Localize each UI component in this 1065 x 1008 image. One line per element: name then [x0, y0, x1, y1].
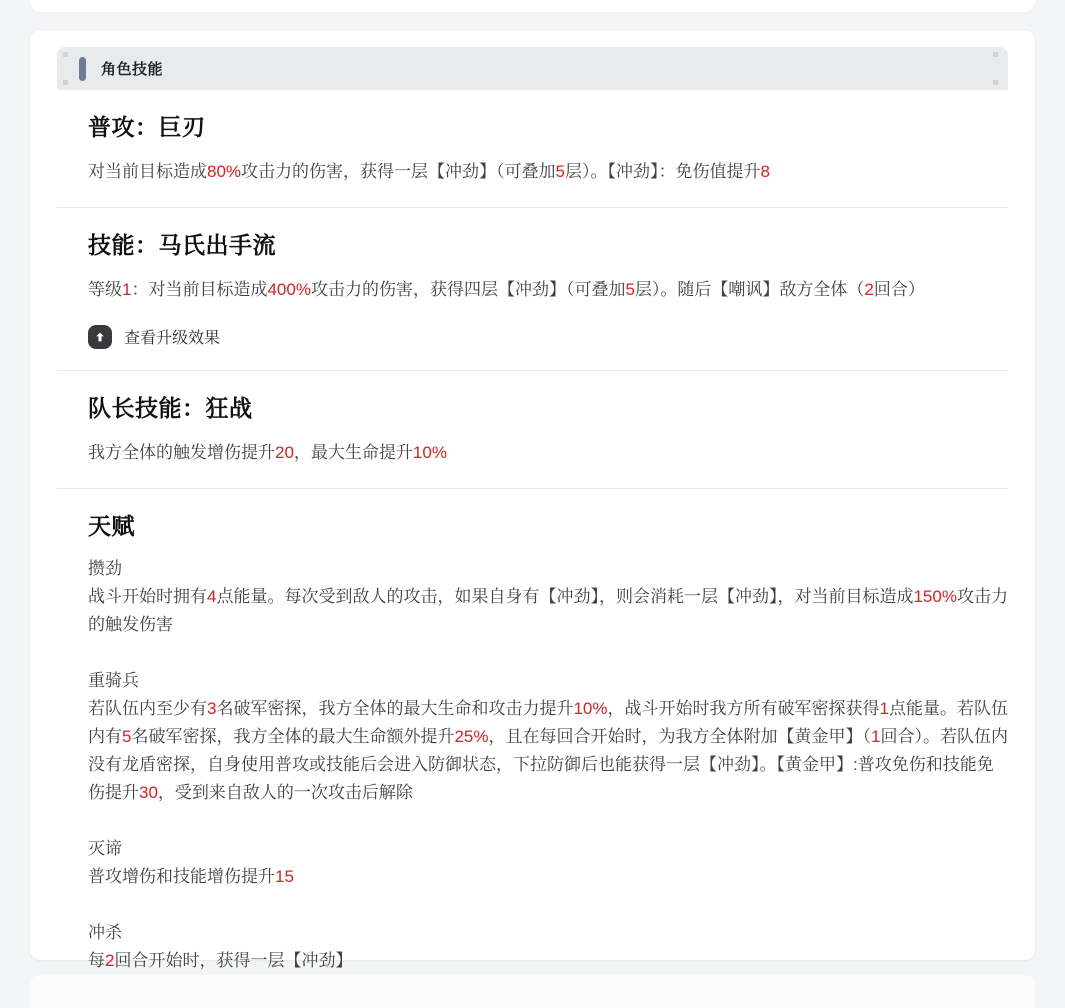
resize-handle-bottom-right[interactable] [993, 80, 998, 85]
section-leader-skill [57, 371, 1008, 489]
talents-heading: 天赋 [88, 512, 135, 539]
talent-list [88, 555, 1008, 975]
previous-card-fragment [30, 0, 1035, 12]
normal-attack-heading: 普攻：巨刃 [88, 114, 206, 140]
skill-heading: 技能：马氏出手流 [88, 231, 276, 258]
resize-handle-top-right[interactable] [993, 52, 998, 57]
talent-name: 重骑兵 [88, 670, 139, 690]
character-skills-card [30, 30, 1035, 970]
talent-name: 攒劲 [88, 558, 122, 578]
talent-entry [88, 835, 1008, 891]
section-header-bar [57, 47, 1008, 90]
talent-entry [88, 555, 1008, 639]
arrow-up-icon [88, 325, 112, 349]
talent-name: 灭谛 [88, 838, 122, 858]
view-upgrade-effects-button[interactable] [88, 325, 1008, 349]
view-upgrade-effects-label: 查看升级效果 [124, 330, 221, 348]
talent-entry [88, 919, 1008, 975]
talent-description: 若队伍内至少有3名破军密探，我方全体的最大生命和攻击力提升10%，战斗开始时我方所有破军密探获得1点能量。若队伍内有5名破军密探，我方全体的最大生命额外提升25%，且在每回合开始时，为我方全体附加【黄金甲】（1回合）。若队伍内没有龙盾密探，自身使用普攻或技能后会进入防御状态，下拉防御后也能获得一层【冲劲】。【黄金甲】:普攻免伤和技能免伤提升30，受到来自敌人的一次攻击后解除 [88, 698, 1008, 802]
normal-attack-description: 对当前目标造成80%攻击力的伤害，获得一层【冲劲】（可叠加5层）。【冲劲】：免伤值提升8 [88, 161, 770, 181]
leader-skill-description: 我方全体的触发增伤提升20，最大生命提升10% [88, 442, 447, 462]
accent-bar [79, 57, 86, 81]
talent-description: 每2回合开始时，获得一层【冲劲】 [88, 950, 353, 970]
section-skill [57, 208, 1008, 371]
skill-description: 等级1：对当前目标造成400%攻击力的伤害，获得四层【冲劲】（可叠加5层）。随后【嘲讽】敌方全体（2回合） [88, 279, 925, 299]
talent-description: 战斗开始时拥有4点能量。每次受到敌人的攻击，如果自身有【冲劲】，则会消耗一层【冲劲】，对当前目标造成150%攻击力的触发伤害 [88, 586, 1008, 634]
talent-description: 普攻增伤和技能增伤提升15 [88, 866, 294, 886]
panel-title: 角色技能 [101, 61, 164, 78]
talent-entry [88, 667, 1008, 807]
resize-handle-top-left[interactable] [63, 52, 68, 57]
section-normal-attack [57, 90, 1008, 208]
talent-name: 冲杀 [88, 922, 122, 942]
resize-handle-bottom-left[interactable] [63, 80, 68, 85]
leader-skill-heading: 队长技能：狂战 [88, 394, 253, 421]
section-talents [57, 489, 1008, 996]
skills-content [57, 90, 1008, 996]
next-card-fragment [30, 975, 1035, 1008]
